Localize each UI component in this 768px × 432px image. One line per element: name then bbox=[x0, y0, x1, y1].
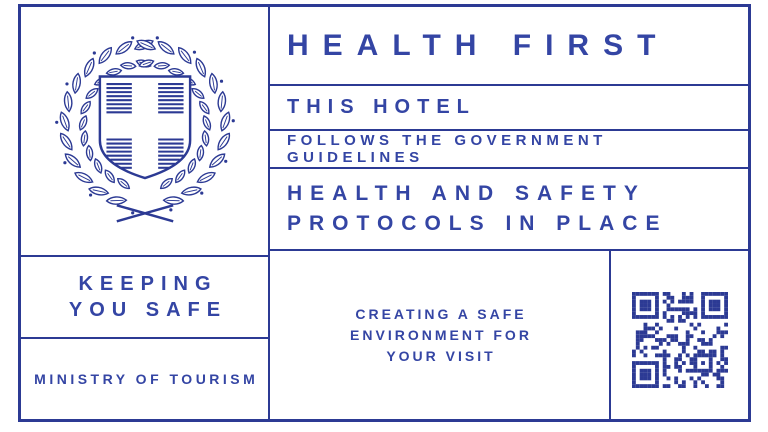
qr-cell bbox=[611, 251, 748, 419]
qr-code-icon bbox=[632, 292, 728, 388]
subject-label: THIS HOTEL bbox=[287, 96, 476, 118]
emblem-cell bbox=[21, 7, 268, 257]
ministry-label: MINISTRY OF TOURISM bbox=[34, 371, 259, 387]
tagline-line2: YOU SAFE bbox=[68, 299, 228, 321]
guidelines-cell bbox=[270, 131, 748, 169]
message-cell bbox=[270, 251, 611, 419]
sign-right-column bbox=[270, 7, 748, 419]
protocols-cell bbox=[270, 169, 748, 251]
sign-title: HEALTH FIRST bbox=[287, 28, 670, 62]
tagline-cell bbox=[21, 257, 268, 339]
protocols-line1: HEALTH AND SAFETY bbox=[287, 182, 646, 205]
greek-coat-of-arms-icon bbox=[51, 35, 239, 228]
protocols-line2: PROTOCOLS IN PLACE bbox=[287, 212, 668, 235]
health-first-sign bbox=[18, 4, 751, 422]
guidelines-label: FOLLOWS THE GOVERNMENT GUIDELINES bbox=[287, 132, 607, 166]
sign-left-column bbox=[21, 7, 270, 419]
subject-cell bbox=[270, 86, 748, 131]
message-line1: CREATING A SAFE bbox=[355, 305, 527, 322]
ministry-cell bbox=[21, 339, 268, 419]
sign-bottom-row bbox=[270, 251, 748, 419]
title-cell bbox=[270, 7, 748, 86]
tagline-line1: KEEPING bbox=[78, 273, 218, 295]
message-line3: YOUR VISIT bbox=[386, 347, 496, 364]
message-line2: ENVIRONMENT FOR bbox=[350, 326, 532, 343]
